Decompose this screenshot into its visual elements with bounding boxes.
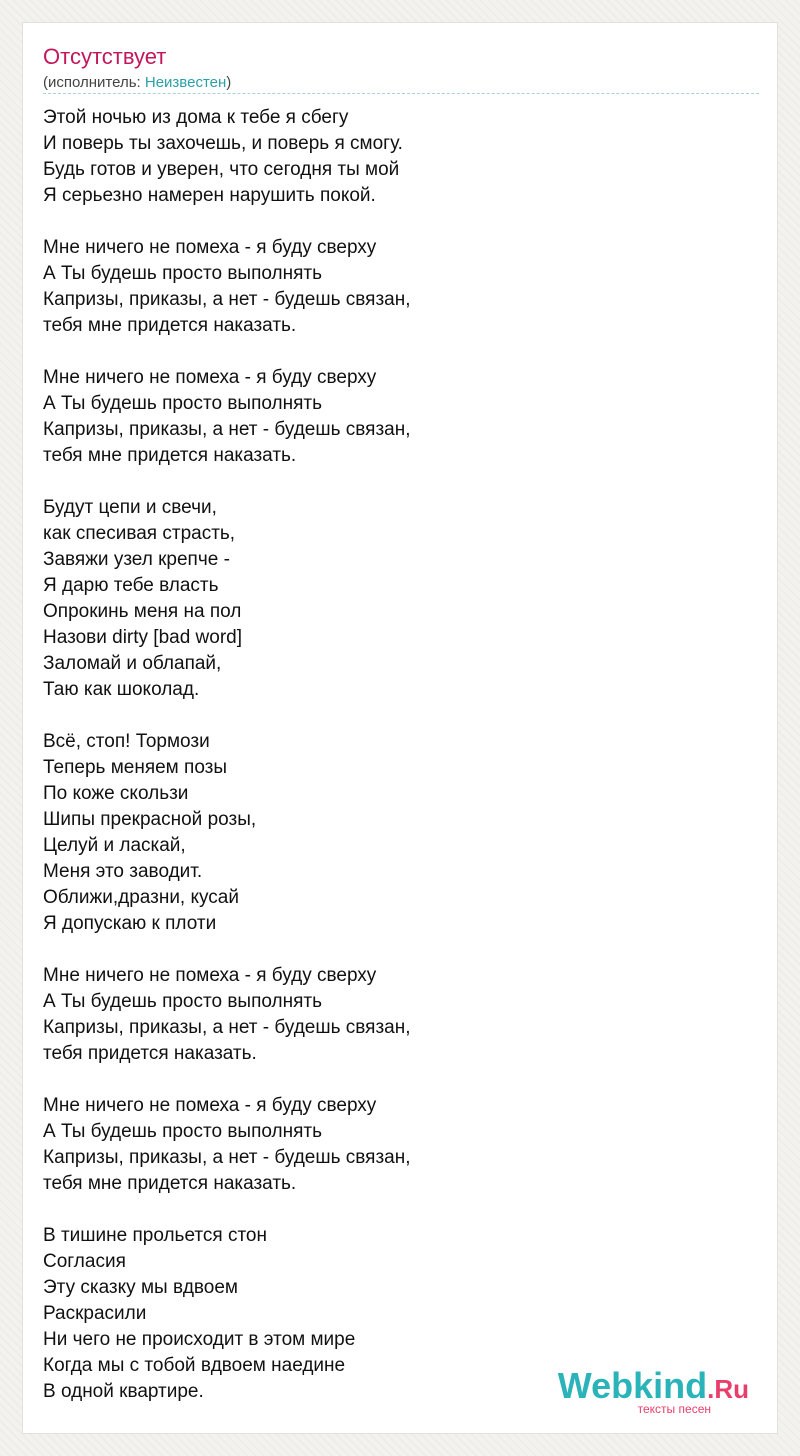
stanza-break (43, 703, 743, 729)
stanza-break (43, 937, 743, 963)
artist-link[interactable]: Неизвестен (144, 74, 227, 91)
lyric-line: Капризы, приказы, а нет - будешь связан, (43, 1147, 411, 1168)
lyric-line: Раскрасили (43, 1303, 147, 1324)
lyric-line: Назови dirty [bad word] (43, 627, 243, 648)
lyric-line: И поверь ты захочешь, и поверь я смогу. (43, 133, 403, 154)
lyric-line: А Ты будешь просто выполнять (43, 263, 322, 284)
logo-tld: .Ru (707, 1374, 749, 1404)
lyric-line: Мне ничего не помеха - я буду сверху (43, 1095, 377, 1116)
lyrics-card (22, 22, 778, 1434)
lyric-line: Заломай и облапай, (43, 653, 222, 674)
artist-line (43, 73, 231, 93)
lyric-line: Согласия (43, 1251, 126, 1272)
lyric-line: Я дарю тебе власть (43, 575, 219, 596)
artist-prefix: (исполнитель: (43, 74, 145, 91)
lyric-line: Капризы, приказы, а нет - будешь связан, (43, 1017, 411, 1038)
logo-name: Webkind (557, 1365, 708, 1406)
lyric-line: А Ты будешь просто выполнять (43, 991, 322, 1012)
site-logo[interactable] (557, 1365, 749, 1416)
lyric-line: Будь готов и уверен, что сегодня ты мой (43, 159, 400, 180)
lyric-line: Всё, стоп! Тормози (43, 731, 210, 752)
lyric-line: Шипы прекрасной розы, (43, 809, 257, 830)
lyric-line: Мне ничего не помеха - я буду сверху (43, 367, 377, 388)
lyrics-body (43, 105, 743, 1405)
song-title: Отсутствует (43, 44, 167, 69)
stanza-break (43, 1067, 743, 1093)
lyric-line: Когда мы с тобой вдвоем наедине (43, 1355, 346, 1376)
lyric-line: А Ты будешь просто выполнять (43, 1121, 322, 1142)
lyric-line: Оближи,дразни, кусай (43, 887, 239, 908)
lyric-line: Таю как шоколад. (43, 679, 200, 700)
stanza-break (43, 469, 743, 495)
lyric-line: А Ты будешь просто выполнять (43, 393, 322, 414)
artist-suffix: ) (226, 74, 232, 91)
lyric-line: Эту сказку мы вдвоем (43, 1277, 238, 1298)
stanza-break (43, 1197, 743, 1223)
lyric-line: Капризы, приказы, а нет - будешь связан, (43, 289, 411, 310)
lyric-line: Этой ночью из дома к тебе я сбегу (43, 107, 349, 128)
lyric-line: Мне ничего не помеха - я буду сверху (43, 237, 377, 258)
lyric-line: Завяжи узел крепче - (43, 549, 230, 570)
stanza-break (43, 339, 743, 365)
lyric-line: тебя мне придется наказать. (43, 1173, 297, 1194)
lyric-line: Опрокинь меня на пол (43, 601, 242, 622)
lyric-line: Мне ничего не помеха - я буду сверху (43, 965, 377, 986)
lyric-line: Меня это заводит. (43, 861, 203, 882)
lyric-line: Будут цепи и свечи, (43, 497, 217, 518)
lyric-line: как спесивая страсть, (43, 523, 236, 544)
lyric-line: Я допускаю к плоти (43, 913, 217, 934)
title-divider (43, 93, 759, 94)
logo-tagline: тексты песен (637, 1402, 711, 1416)
lyric-line: По коже скользи (43, 783, 189, 804)
lyric-line: В одной квартире. (43, 1381, 204, 1402)
lyric-line: тебя придется наказать. (43, 1043, 257, 1064)
lyric-line: Теперь меняем позы (43, 757, 228, 778)
lyric-line: тебя мне придется наказать. (43, 315, 297, 336)
lyric-line: тебя мне придется наказать. (43, 445, 297, 466)
stanza-break (43, 209, 743, 235)
lyric-line: Целуй и ласкай, (43, 835, 186, 856)
lyric-line: В тишине прольется стон (43, 1225, 267, 1246)
lyric-line: Капризы, приказы, а нет - будешь связан, (43, 419, 411, 440)
lyric-line: Я серьезно намерен нарушить покой. (43, 185, 376, 206)
lyric-line: Ни чего не происходит в этом мире (43, 1329, 356, 1350)
